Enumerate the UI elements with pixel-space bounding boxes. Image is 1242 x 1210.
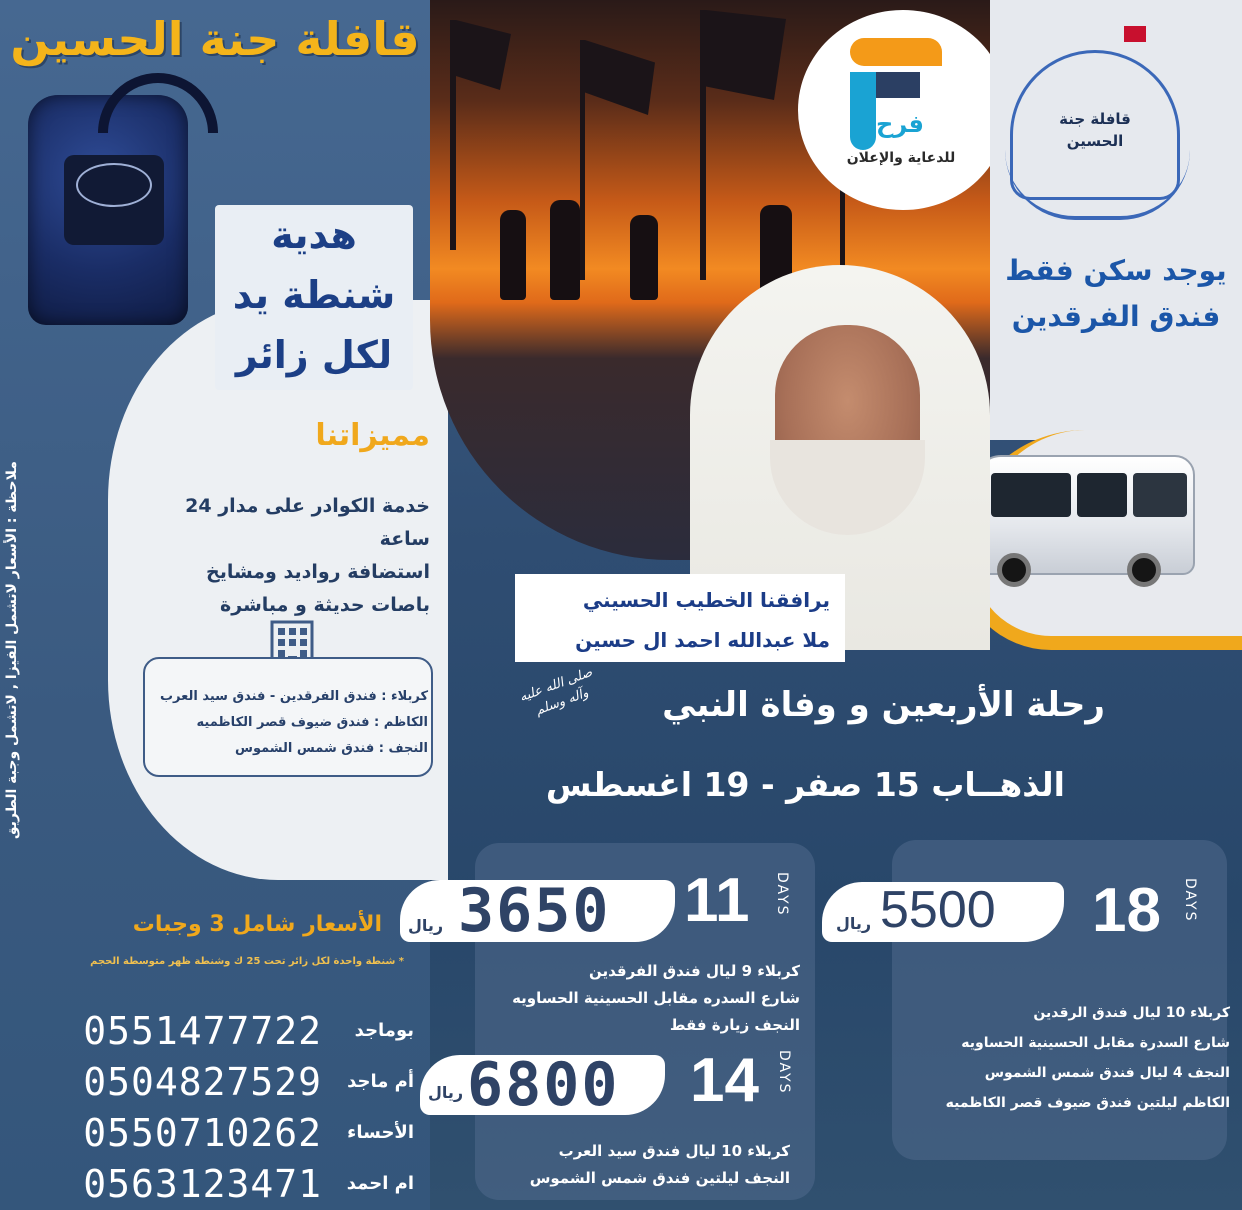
contact-phone[interactable]: 0563123471 [83, 1161, 322, 1206]
gift-line: هدية [271, 213, 357, 257]
package-line: الكاظم ليلتين فندق ضيوف قصر الكاظميه [945, 1095, 1230, 1111]
contact-label: بوماجد [354, 1020, 414, 1041]
feature-item: استضافة رواديد ومشايخ [206, 561, 430, 583]
contact-phone[interactable]: 0551477722 [83, 1008, 322, 1053]
contacts-list [24, 1005, 414, 1209]
accommodation-line: فندق الفرقدين [1011, 300, 1221, 333]
currency-label: ريال [408, 916, 444, 935]
package-18-details [900, 998, 1230, 1118]
contact-label: ام احمد [346, 1173, 414, 1194]
side-note: ملاحظة : الأسعار لاتشمل الفيزا , لاتشمل وجبة الطريق [4, 461, 20, 839]
contact-row [24, 1158, 414, 1209]
package-line: النجف ليلتين فندق شمس الشموس [529, 1169, 790, 1187]
speaker-line: ملا عبدالله احمد ال حسين [575, 628, 830, 652]
caravan-logo-text: قافلة جنة الحسين [1059, 110, 1131, 150]
days-14: 14 [690, 1046, 759, 1115]
gift-line: شنطة يد [232, 273, 396, 317]
luggage-note: * شنطة واحدة لكل زائر تحت 25 ك وشنطة ظهر متوسطة الحجم [90, 956, 404, 967]
feature-item: خدمة الكوادر على مدار 24 ساعة [185, 495, 430, 550]
package-line: النجف زيارة فقط [669, 1016, 800, 1034]
contact-row [24, 1005, 414, 1056]
contact-phone[interactable]: 0504827529 [83, 1059, 322, 1104]
feature-item: باصات حديثة و مباشرة [220, 594, 430, 616]
package-line: شارع السدره مقابل الحسينية الحساويه [512, 989, 800, 1007]
currency-label: ريال [836, 914, 872, 933]
contact-row [24, 1056, 414, 1107]
gift-bag-image [28, 95, 188, 325]
package-14-details [490, 1138, 790, 1192]
brand-tagline: للدعاية والإعلان [846, 150, 956, 166]
days-label: DAYS [776, 1050, 792, 1095]
caravan-title: قافلة جنة الحسين [10, 12, 420, 66]
accommodation-note [995, 248, 1237, 340]
package-line: النجف 4 ليال فندق شمس الشموس [984, 1065, 1230, 1081]
hotel-line: كربلاء : فندق الفرقدين - فندق سيد العرب [159, 689, 428, 704]
hotel-line: الكاظم : فندق ضيوف قصر الكاظميه [196, 715, 428, 730]
gift-text [215, 205, 413, 385]
departure-date: الذهــاب 15 صفر - 19 اغسطس [545, 765, 1065, 804]
contact-label: الأحساء [347, 1122, 414, 1143]
package-line: شارع السدرة مقابل الحسينية الحساويه [961, 1035, 1230, 1051]
package-11-details [480, 958, 800, 1039]
salawat-calligraphy: صلى الله عليه وآله وسلم [517, 665, 595, 719]
days-label: DAYS [774, 872, 790, 917]
speaker-label [515, 580, 830, 660]
days-label: DAYS [1182, 878, 1198, 923]
price-14-days: 6800 [467, 1050, 620, 1120]
currency-label: ريال [428, 1083, 464, 1102]
price-18-days: 5500 [880, 881, 996, 939]
flag-icon [1124, 26, 1146, 42]
brand-name: فرح [876, 110, 924, 138]
features-list [130, 490, 430, 622]
package-line: كربلاء 9 ليال فندق الفرقدين [588, 962, 800, 980]
hotel-line: النجف : فندق شمس الشموس [235, 741, 428, 756]
bus-image [975, 455, 1195, 575]
contact-row [24, 1107, 414, 1158]
price-11-days: 3650 [458, 876, 611, 946]
contact-label: أم ماجد [347, 1071, 414, 1092]
features-title: مميزاتنا [315, 418, 430, 453]
brand-logo-mark [850, 38, 942, 66]
package-line: كربلاء 10 ليال فندق الرقدين [1033, 1005, 1230, 1021]
prices-include-meals: الأسعار شامل 3 وجبات [132, 912, 382, 937]
contact-phone[interactable]: 0550710262 [83, 1110, 322, 1155]
speaker-line: يرافقنا الخطيب الحسيني [582, 588, 830, 612]
trip-title: رحلة الأربعين و وفاة النبي [662, 685, 1105, 725]
package-line: كربلاء 10 ليال فندق سيد العرب [558, 1142, 790, 1160]
accommodation-line: يوجد سكن فقط [1005, 254, 1227, 287]
days-11: 11 [684, 866, 750, 935]
hotels-list [148, 684, 428, 762]
gift-line: لكل زائر [235, 333, 393, 377]
days-18: 18 [1092, 876, 1161, 945]
